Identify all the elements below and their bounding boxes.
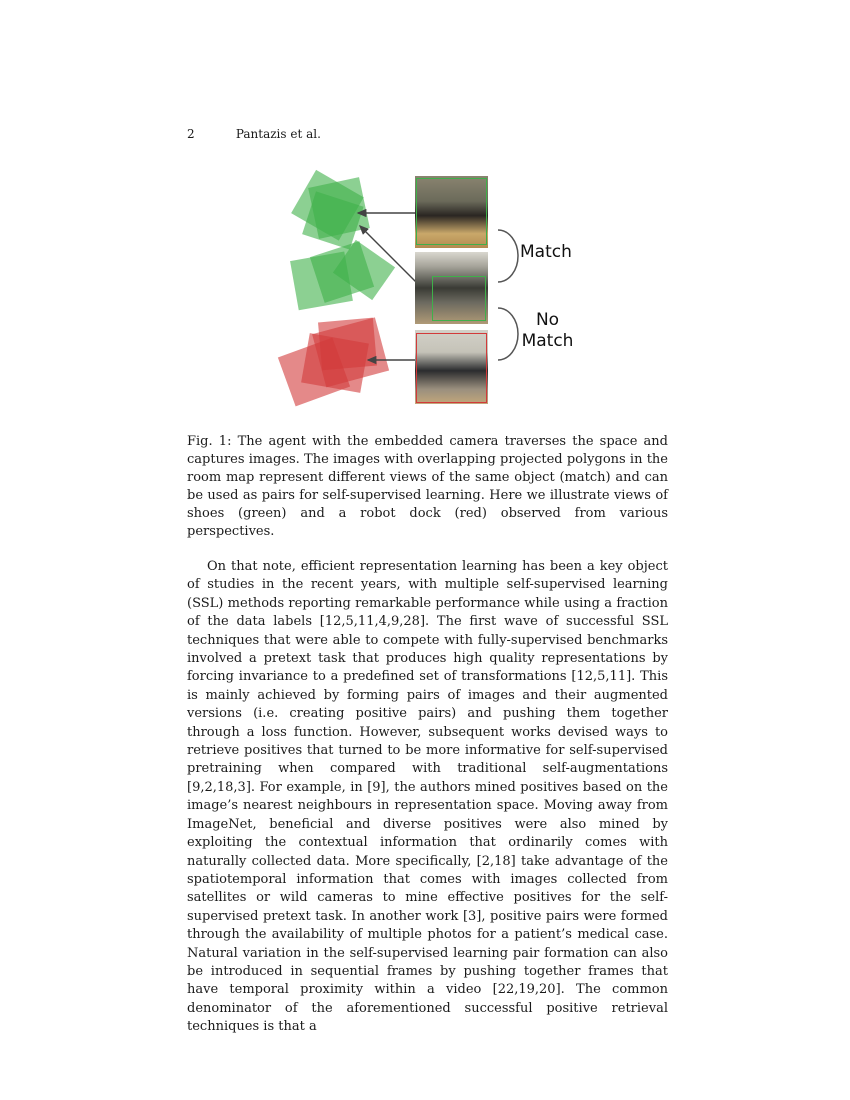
camera-view-shoe-2	[415, 252, 488, 324]
match-bracket	[498, 230, 518, 282]
match-label: Match	[520, 242, 572, 262]
camera-view-robot-dock	[415, 330, 488, 404]
body-paragraph: On that note, efficient representation learning has been a key object of studies in the recent years, with multiple self-supervised learning (SSL) methods reporting remarkable performance while using a fraction of the data labels [12,5,11,4,9,28]. The first wave of successful SSL techniques that were able to compete with fully-supervised benchmarks involved a pretext task that produces high quality representations by forcing invariance to a predefined set of transformations [12,5,11]. This is mainly achieved by forming pairs of images and their augmented versions (i.e. creating positive pairs) and pushing them together through a loss function. However, subsequent works devised ways to retrieve positives that turned to be more informative for self-supervised pretraining when compared with traditional self-augmentations [9,2,18,3]. For example, in [9], the authors mined positives based on the image’s nearest neighbours in representation space. Moving away from ImageNet, beneficial and diverse positives were also mined by exploiting the contextual information that ordinarily comes with naturally collected data. More specifically, [2,18] take advantage of the spatiotemporal information that comes with images collected from satellites or wild cameras to mine effective positives for the self-supervised pretext task. In another work [3], positive pairs were formed through the availability of multiple photos for a patient’s medical case. Natural variation in the self-supervised learning pair formation can also be introduced in sequential frames by pushing together frames that have temporal proximity within a video [22,19,20]. The common denominator of the aforementioned successful positive retrieval techniques is that a	[187, 559, 668, 1035]
running-head-authors: Pantazis et al.	[235, 127, 321, 141]
no-match-label	[520, 310, 575, 352]
shoe-view-polygon	[290, 252, 353, 311]
caption-text: The agent with the embedded camera traverses the space and captures images. The images with overlapping projected polygons in the room map represent different views of the same object (match) and can be used as pairs for self-supervised learning. Here we illustrate views of shoes (green) and a robot dock (red) observed from various perspectives.	[187, 434, 668, 539]
no-match-bracket	[498, 308, 518, 360]
dock-bounding-box	[416, 333, 487, 403]
camera-view-shoe-1	[415, 176, 488, 248]
no-match-label-line1: No	[535, 310, 560, 330]
dock-view-polygon	[318, 318, 377, 371]
figure-1	[280, 170, 580, 410]
caption-label: Fig. 1:	[187, 434, 232, 449]
shoe-bounding-box	[416, 178, 487, 245]
figure-caption	[187, 433, 668, 541]
no-match-label-line2: Match	[521, 331, 574, 351]
page-number: 2	[187, 127, 195, 141]
page-header	[187, 127, 321, 141]
shoe-bounding-box	[432, 276, 486, 321]
